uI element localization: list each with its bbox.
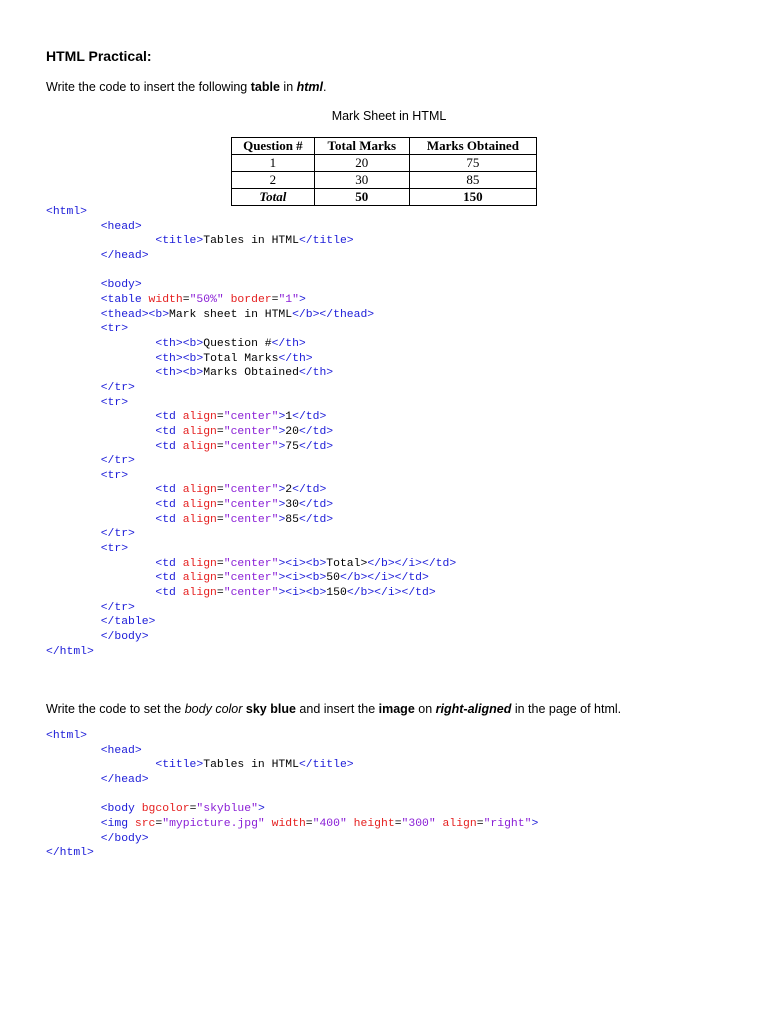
code-attr-token: align — [182, 557, 217, 570]
code-text-token: = — [216, 587, 224, 600]
code-tag-token: </b></i></td> — [346, 587, 436, 600]
code-tag-token: <td — [155, 411, 183, 424]
code-text-token — [46, 587, 155, 599]
code-text-token — [46, 499, 155, 511]
code-text-token — [46, 558, 155, 570]
code-line — [46, 353, 313, 365]
code-text-token — [46, 426, 155, 438]
code-string-token: "mypicture.jpg" — [162, 817, 265, 830]
code-line — [46, 631, 149, 643]
code-tag-token: <html> — [46, 206, 88, 218]
code-attr-token: align — [182, 440, 217, 453]
code-line — [46, 426, 333, 438]
code-tag-token: </title> — [298, 759, 354, 772]
task2-bold-sky-blue: sky blue — [245, 702, 296, 716]
code-text-token — [46, 441, 155, 453]
code-line — [46, 847, 94, 859]
code-text-token — [46, 759, 155, 771]
code-line — [46, 587, 436, 599]
code-tag-token: </body> — [100, 631, 149, 644]
code-text-token: Question # — [203, 337, 272, 350]
code-text-token — [46, 631, 101, 643]
code-line — [46, 833, 149, 845]
code-attr-token: bgcolor — [141, 803, 190, 816]
code-text-token: Mark sheet in HTML — [169, 308, 293, 321]
code-line — [46, 206, 87, 218]
code-text-token — [46, 323, 101, 335]
code-line — [46, 558, 456, 570]
code-string-token: "300" — [401, 817, 436, 830]
code-tag-token: </td> — [292, 484, 327, 497]
code-attr-token: border — [223, 293, 272, 306]
code-tag-token: > — [278, 425, 286, 438]
task2-bold-image: image — [378, 702, 415, 716]
code-tag-token: > — [278, 499, 286, 512]
code-attr-token: align — [182, 425, 217, 438]
code-tag-token: </head> — [100, 249, 149, 262]
code-tag-token: </td> — [298, 425, 334, 438]
code-tag-token: ><i><b> — [278, 587, 327, 600]
total-marks-cell: 50 — [314, 189, 409, 206]
table-cell: 75 — [409, 155, 536, 172]
code-string-token: "center" — [223, 513, 279, 526]
code-text-token: = — [216, 499, 224, 512]
code-tag-token: <img — [100, 817, 135, 830]
code-string-token: "center" — [223, 499, 279, 512]
code-text-token: Total> — [326, 557, 368, 570]
code-tag-token: </th> — [271, 337, 306, 350]
code-tag-token: > — [278, 484, 286, 497]
code-text-token — [46, 250, 101, 262]
code-text-token — [46, 455, 101, 467]
code-tag-token: > — [278, 513, 286, 526]
code-text-token — [46, 279, 101, 291]
code-line — [46, 499, 333, 511]
code-tag-token: <td — [155, 425, 183, 438]
total-label-cell: Total — [232, 189, 315, 206]
code-string-token: "center" — [223, 484, 279, 497]
code-tag-token: > — [298, 293, 306, 306]
code-attr-token: align — [182, 572, 217, 585]
code-attr-token: align — [182, 587, 217, 600]
code-tag-token: </tr> — [100, 601, 135, 614]
code-text-token: 2 — [285, 484, 293, 497]
code-tag-token: <th><b> — [155, 352, 204, 365]
table-cell: 2 — [232, 172, 315, 189]
header-total-marks: Total Marks — [314, 138, 409, 155]
code-text-token — [46, 745, 101, 757]
code-line — [46, 602, 135, 614]
table-cell: 30 — [314, 172, 409, 189]
task2-bold-italic-right-aligned: right-aligned — [435, 702, 512, 716]
code-text-token: = — [182, 293, 190, 306]
code-text-token: 75 — [285, 440, 299, 453]
code-tag-token: </td> — [298, 440, 334, 453]
code-line — [46, 235, 354, 247]
code-tag-token: </td> — [298, 499, 334, 512]
code-string-token: "400" — [312, 817, 347, 830]
code-text-token: Tables in HTML — [203, 759, 299, 772]
code-text-token — [46, 221, 101, 233]
code-tag-token: <head> — [100, 744, 142, 757]
code-text-token — [46, 309, 101, 321]
code-tag-token: <title> — [155, 759, 204, 772]
task2-text-end: in the page of html. — [511, 702, 622, 716]
code-text-token: Marks Obtained — [203, 367, 299, 380]
mark-sheet-caption: Mark Sheet in HTML — [331, 109, 447, 123]
code-text-token — [46, 484, 155, 496]
code-string-token: "center" — [223, 440, 279, 453]
code-tag-token: </tr> — [100, 528, 135, 541]
task1-text-pre: Write the code to insert the following — [46, 80, 251, 94]
task1-bold-italic-html: html — [296, 80, 324, 94]
code-text-token — [46, 235, 155, 247]
code-text-token: 50 — [326, 572, 340, 585]
code-tag-token: <tr> — [100, 323, 129, 336]
code-tag-token: <td — [155, 484, 183, 497]
code-string-token: "50%" — [189, 293, 224, 306]
code-text-token: = — [476, 817, 484, 830]
code-text-token: = — [271, 293, 279, 306]
code-tag-token: <head> — [100, 220, 142, 233]
code-tag-token: ><i><b> — [278, 572, 327, 585]
code-text-token: = — [189, 803, 197, 816]
code-line — [46, 294, 306, 306]
code-tag-token: <body — [100, 803, 142, 816]
code-tag-token: <td — [155, 572, 183, 585]
code-text-token — [46, 514, 155, 526]
table-cell: 20 — [314, 155, 409, 172]
code-tag-token: </title> — [298, 235, 354, 248]
code-tag-token: </b></i></td> — [339, 572, 429, 585]
task1-instruction — [46, 80, 327, 94]
code-text-token — [46, 616, 101, 628]
code-tag-token: </td> — [292, 411, 327, 424]
page-heading: HTML Practical: — [46, 48, 152, 64]
code-string-token: "center" — [223, 587, 279, 600]
total-obtained-cell: 150 — [409, 189, 536, 206]
code-block-table — [46, 205, 456, 659]
code-attr-token: width — [264, 817, 306, 830]
code-text-token: = — [216, 440, 224, 453]
code-text-token: 20 — [285, 425, 299, 438]
code-text-token — [46, 818, 101, 830]
code-tag-token: ><i><b> — [278, 557, 327, 570]
code-tag-token: </td> — [298, 513, 334, 526]
code-line — [46, 382, 135, 394]
code-text-token: Total Marks — [203, 352, 279, 365]
code-text-token: = — [216, 513, 224, 526]
code-text-token — [46, 397, 101, 409]
code-attr-token: align — [182, 484, 217, 497]
task1-bold-table: table — [250, 80, 280, 94]
code-tag-token: <td — [155, 557, 183, 570]
code-string-token: "1" — [278, 293, 299, 306]
code-string-token: "skyblue" — [196, 803, 258, 816]
code-line — [46, 323, 128, 335]
code-text-token: = — [216, 425, 224, 438]
code-text-token: 30 — [285, 499, 299, 512]
code-text-token — [46, 353, 155, 365]
code-tag-token: <tr> — [100, 543, 129, 556]
task1-text-end: . — [323, 80, 327, 94]
code-attr-token: align — [435, 817, 477, 830]
code-line — [46, 309, 374, 321]
task2-text-pre: Write the code to set the — [46, 702, 185, 716]
code-line — [46, 646, 94, 658]
code-line — [46, 759, 354, 771]
code-text-token: 1 — [285, 411, 293, 424]
code-text-token — [46, 543, 101, 555]
code-attr-token: src — [134, 817, 156, 830]
code-tag-token: <tr> — [100, 396, 129, 409]
code-tag-token: <th><b> — [155, 337, 204, 350]
code-line — [46, 411, 326, 423]
code-tag-token: </html> — [46, 645, 94, 658]
code-text-token — [46, 774, 101, 786]
code-text-token — [46, 367, 155, 379]
code-tag-token: <td — [155, 499, 183, 512]
code-attr-token: height — [346, 817, 395, 830]
code-text-token — [46, 803, 101, 815]
code-attr-token: align — [182, 499, 217, 512]
code-line — [46, 818, 538, 830]
code-tag-token: </body> — [100, 832, 149, 845]
table-row — [232, 172, 537, 189]
code-text-token — [46, 470, 101, 482]
task2-italic-body-color: body color — [184, 702, 243, 716]
table-cell: 85 — [409, 172, 536, 189]
code-line — [46, 774, 149, 786]
code-string-token: "center" — [223, 557, 279, 570]
code-tag-token: </th> — [298, 367, 334, 380]
code-tag-token: <td — [155, 513, 183, 526]
code-tag-token: <title> — [155, 235, 204, 248]
code-tag-token: > — [278, 440, 286, 453]
mark-sheet-table — [231, 137, 537, 206]
code-text-token: = — [305, 817, 313, 830]
code-text-token: Tables in HTML — [203, 235, 299, 248]
code-text-token — [46, 602, 101, 614]
code-tag-token: <td — [155, 587, 183, 600]
code-line — [46, 543, 128, 555]
code-text-token: 150 — [326, 587, 347, 600]
code-tag-token: </head> — [100, 773, 149, 786]
header-question: Question # — [232, 138, 315, 155]
code-tag-token: </b></i></td> — [367, 557, 457, 570]
code-line — [46, 250, 149, 262]
code-text-token — [46, 338, 155, 350]
code-line — [46, 455, 135, 467]
code-tag-token: <html> — [46, 730, 88, 742]
code-tag-token: <tr> — [100, 469, 129, 482]
code-line — [46, 572, 429, 584]
code-text-token: = — [216, 484, 224, 497]
code-tag-token: > — [531, 817, 539, 830]
code-line — [46, 514, 333, 526]
code-line — [46, 730, 87, 742]
code-line — [46, 441, 333, 453]
code-tag-token: </html> — [46, 847, 94, 860]
code-text-token — [46, 833, 101, 845]
code-block-image — [46, 729, 538, 861]
task2-instruction — [46, 702, 621, 716]
code-line — [46, 470, 128, 482]
code-string-token: "center" — [223, 425, 279, 438]
code-text-token: = — [155, 817, 163, 830]
code-tag-token: </tr> — [100, 381, 135, 394]
code-tag-token: </th> — [278, 352, 313, 365]
code-tag-token: > — [278, 411, 286, 424]
code-tag-token: <th><b> — [155, 367, 204, 380]
code-text-token: 85 — [285, 513, 299, 526]
code-line — [46, 745, 142, 757]
code-tag-token: </tr> — [100, 455, 135, 468]
code-string-token: "center" — [223, 572, 279, 585]
code-text-token — [46, 572, 155, 584]
code-text-token — [46, 294, 101, 306]
code-attr-token: align — [182, 411, 217, 424]
code-line — [46, 484, 326, 496]
code-tag-token: <table — [100, 293, 149, 306]
code-string-token: "right" — [483, 817, 532, 830]
code-text-token: = — [394, 817, 402, 830]
code-line — [46, 279, 142, 291]
code-tag-token: <body> — [100, 279, 142, 292]
code-line — [46, 338, 306, 350]
code-text-token — [46, 528, 101, 540]
table-cell: 1 — [232, 155, 315, 172]
code-line — [46, 367, 333, 379]
code-tag-token: > — [257, 803, 265, 816]
task2-text-mid2: on — [414, 702, 436, 716]
code-line — [46, 803, 265, 815]
code-tag-token: </b></thead> — [292, 308, 375, 321]
table-header-row — [232, 138, 537, 155]
code-text-token: = — [216, 411, 224, 424]
code-line — [46, 397, 128, 409]
code-string-token: "center" — [223, 411, 279, 424]
code-attr-token: align — [182, 513, 217, 526]
code-text-token — [46, 382, 101, 394]
code-line — [46, 616, 155, 628]
code-text-token: = — [216, 557, 224, 570]
code-tag-token: <thead><b> — [100, 308, 170, 321]
code-tag-token: <td — [155, 440, 183, 453]
code-line — [46, 221, 142, 233]
table-total-row — [232, 189, 537, 206]
task2-text-mid1: and insert the — [295, 702, 379, 716]
code-line — [46, 528, 135, 540]
code-text-token — [46, 411, 155, 423]
header-marks-obtained: Marks Obtained — [409, 138, 536, 155]
code-text-token: = — [216, 572, 224, 585]
code-tag-token: </table> — [100, 616, 156, 629]
task1-text-mid: in — [279, 80, 297, 94]
code-attr-token: width — [148, 293, 183, 306]
table-row — [232, 155, 537, 172]
